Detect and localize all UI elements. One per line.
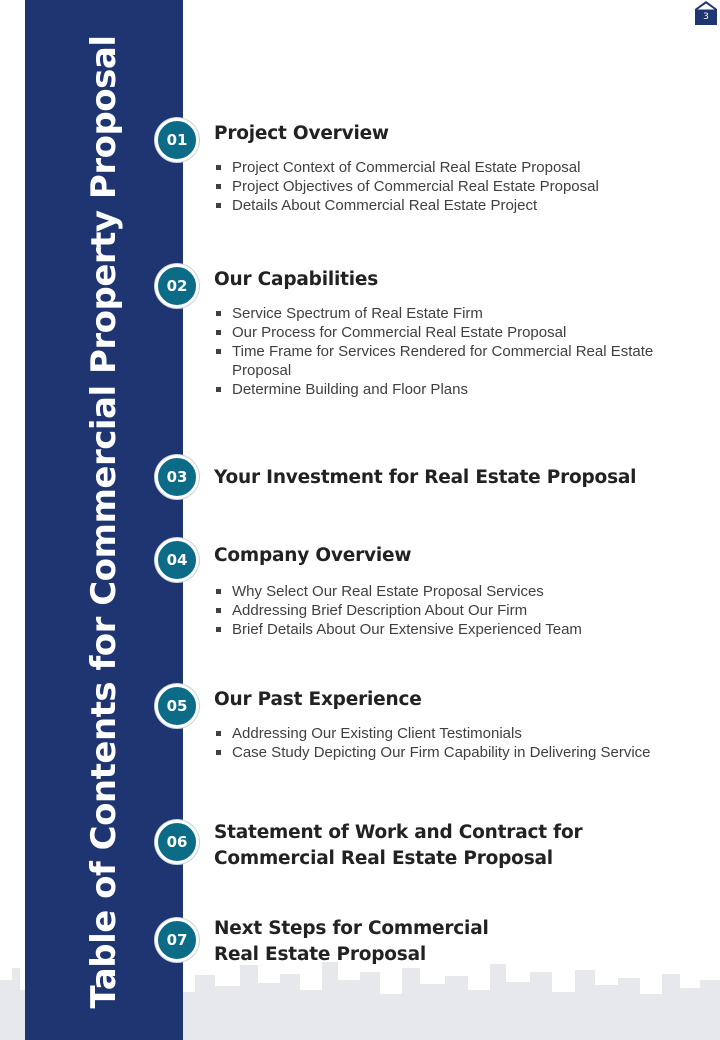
- list-item[interactable]: Determine Building and Floor Plans: [214, 380, 654, 399]
- list-item[interactable]: Project Objectives of Commercial Real Estate Proposal: [214, 177, 684, 196]
- section-number-circle: 07: [155, 918, 199, 962]
- bullet-list: [214, 724, 694, 762]
- section-title[interactable]: Project Overview: [214, 123, 389, 144]
- list-item[interactable]: Addressing Our Existing Client Testimonials: [214, 724, 694, 743]
- bullet-list: [214, 158, 684, 215]
- section-title-line: Statement of Work and Contract for: [214, 822, 583, 843]
- section-number-circle: 06: [155, 820, 199, 864]
- section-title-line: Next Steps for Commercial: [214, 918, 489, 939]
- section-title-line: Real Estate Proposal: [214, 944, 427, 965]
- list-item[interactable]: Why Select Our Real Estate Proposal Services: [214, 582, 684, 601]
- list-item[interactable]: Time Frame for Services Rendered for Commercial Real Estate Proposal: [214, 342, 654, 380]
- section-title[interactable]: Your Investment for Real Estate Proposal: [214, 467, 637, 488]
- section-title[interactable]: Our Past Experience: [214, 689, 422, 710]
- page-number-badge: [694, 0, 718, 26]
- section-number-circle: 02: [155, 264, 199, 308]
- list-item[interactable]: Project Context of Commercial Real Estate Proposal: [214, 158, 684, 177]
- section-title[interactable]: Our Capabilities: [214, 269, 379, 290]
- list-item[interactable]: Brief Details About Our Extensive Experienced Team: [214, 620, 684, 639]
- list-item[interactable]: Our Process for Commercial Real Estate Proposal: [214, 323, 654, 342]
- section-title[interactable]: Company Overview: [214, 545, 412, 566]
- section-number-circle: 01: [155, 118, 199, 162]
- list-item[interactable]: Service Spectrum of Real Estate Firm: [214, 304, 654, 323]
- section-title[interactable]: [214, 820, 684, 872]
- section-title[interactable]: [214, 916, 684, 968]
- page-number: 3: [703, 12, 709, 22]
- list-item[interactable]: Addressing Brief Description About Our Firm: [214, 601, 684, 620]
- bullet-list: [214, 582, 684, 639]
- bullet-list: [214, 304, 654, 399]
- list-item[interactable]: Details About Commercial Real Estate Project: [214, 196, 684, 215]
- page-title: Table of Contents for Commercial Property Proposal: [84, 35, 124, 1009]
- sidebar-panel: [25, 0, 183, 1040]
- list-item[interactable]: Case Study Depicting Our Firm Capability in Delivering Service: [214, 743, 694, 762]
- section-number-circle: 04: [155, 538, 199, 582]
- section-title-line: Commercial Real Estate Proposal: [214, 848, 553, 869]
- section-number-circle: 03: [155, 455, 199, 499]
- section-number-circle: 05: [155, 684, 199, 728]
